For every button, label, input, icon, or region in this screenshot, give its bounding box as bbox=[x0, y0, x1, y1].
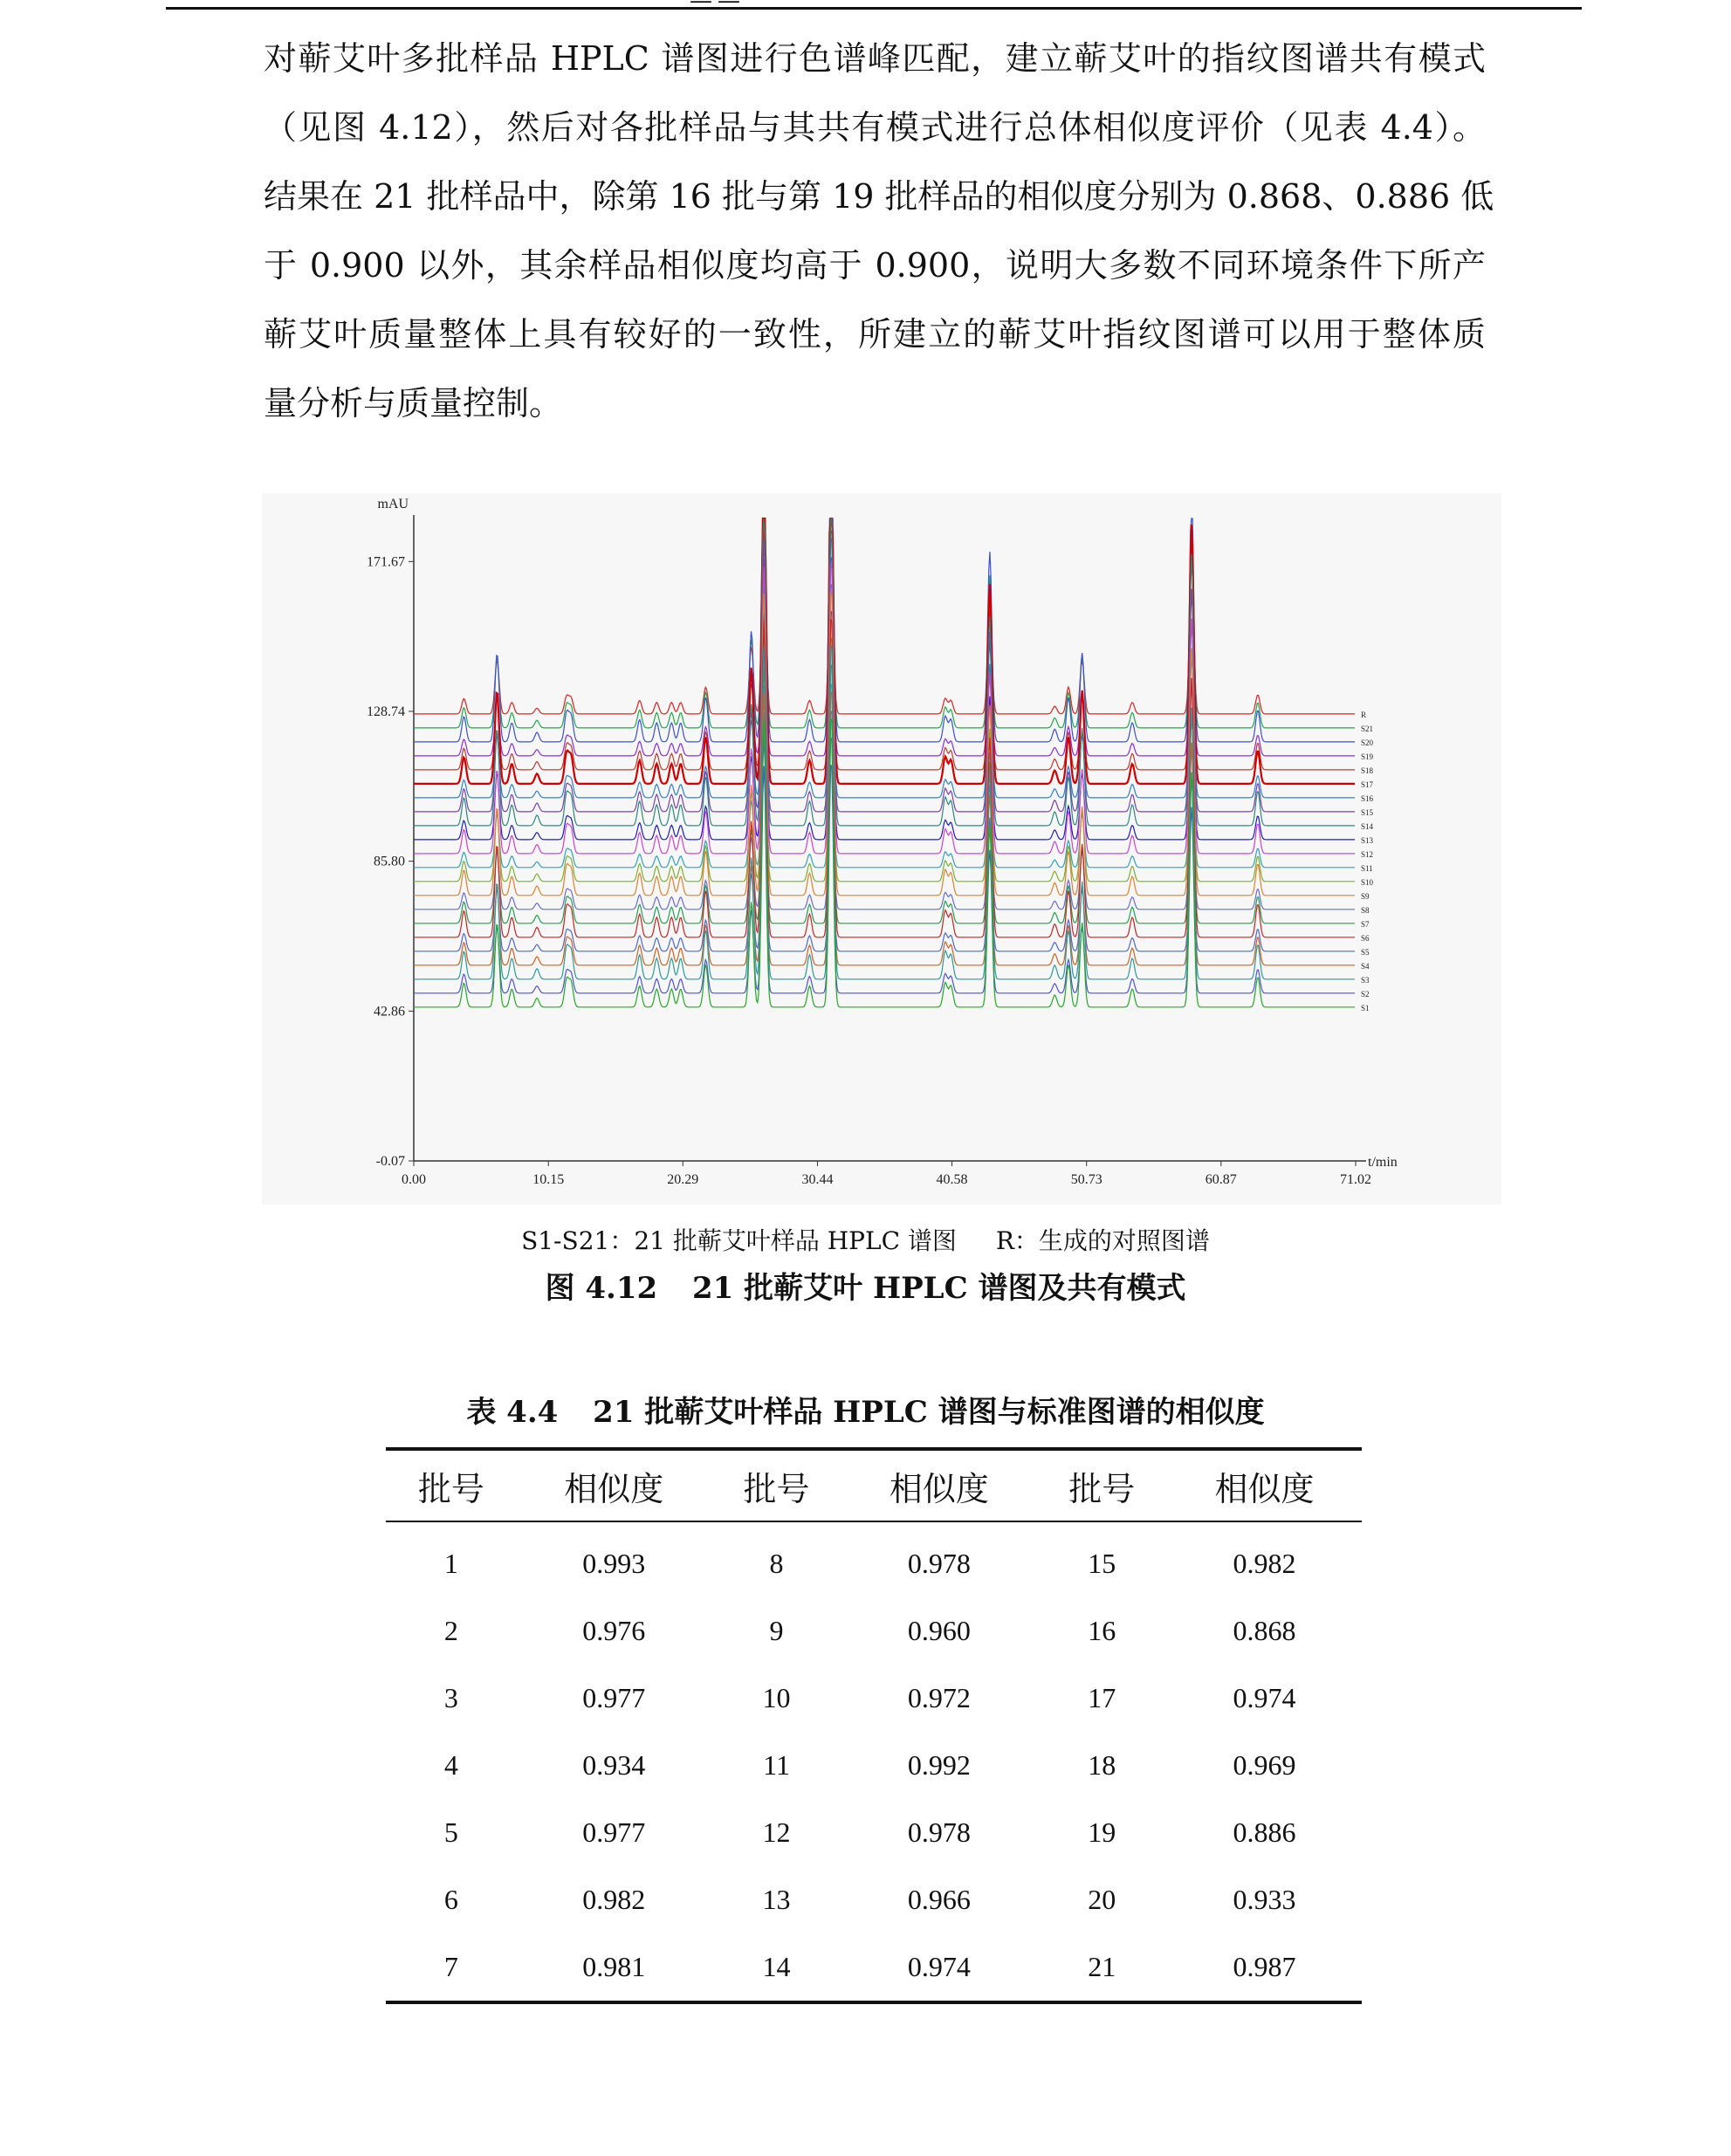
similarity-cell: 0.934 bbox=[582, 1749, 646, 1781]
batch-number-cell: 21 bbox=[1088, 1951, 1116, 1982]
series-trace bbox=[414, 518, 1355, 826]
table-row bbox=[386, 1597, 1362, 1665]
y-tick-label: 171.67 bbox=[367, 554, 405, 570]
similarity-cell: 0.982 bbox=[582, 1884, 646, 1915]
batch-number-cell: 8 bbox=[769, 1548, 784, 1579]
batch-number-cell: 5 bbox=[443, 1816, 458, 1848]
similarity-cell: 0.974 bbox=[1233, 1682, 1296, 1713]
similarity-cell: 0.868 bbox=[1233, 1615, 1296, 1646]
series-label: S1 bbox=[1361, 1003, 1370, 1013]
table-row bbox=[386, 1665, 1362, 1732]
y-tick-label: 128.74 bbox=[367, 704, 405, 719]
batch-number-cell: 13 bbox=[762, 1884, 791, 1915]
series-label: S13 bbox=[1361, 835, 1374, 845]
batch-number-cell: 17 bbox=[1088, 1682, 1116, 1713]
similarity-cell: 0.976 bbox=[582, 1615, 646, 1646]
paragraph-line: 蕲艾叶质量整体上具有较好的一致性，所建立的蕲艾叶指纹图谱可以用于整体质 bbox=[264, 315, 1486, 354]
similarity-cell: 0.969 bbox=[1233, 1749, 1296, 1781]
series-label: R bbox=[1361, 710, 1367, 719]
x-tick-label: 60.87 bbox=[1205, 1172, 1237, 1187]
header-similarity: 相似度 bbox=[1214, 1471, 1315, 1508]
batch-number-cell: 4 bbox=[443, 1749, 458, 1781]
series-trace bbox=[414, 558, 1355, 756]
header-rule bbox=[166, 7, 1582, 10]
batch-number-cell: 18 bbox=[1088, 1749, 1116, 1781]
similarity-cell: 0.933 bbox=[1233, 1884, 1296, 1915]
series-trace bbox=[414, 531, 1355, 714]
series-label: S16 bbox=[1361, 793, 1374, 803]
series-label: S15 bbox=[1361, 807, 1374, 817]
x-tick-label: 0.00 bbox=[402, 1172, 426, 1187]
batch-number-cell: 9 bbox=[769, 1615, 784, 1646]
paragraph-line: 结果在 21 批样品中，除第 16 批与第 19 批样品的相似度分别为 0.868、0.886 低 bbox=[264, 177, 1494, 216]
similarity-cell: 0.886 bbox=[1233, 1816, 1296, 1848]
y-tick-label: 42.86 bbox=[374, 1004, 405, 1020]
similarity-cell: 0.960 bbox=[907, 1615, 971, 1646]
batch-number-cell: 19 bbox=[1088, 1816, 1116, 1848]
similarity-cell: 0.974 bbox=[907, 1951, 971, 1982]
series-label: S12 bbox=[1361, 849, 1374, 859]
table-title: 21 批蕲艾叶样品 HPLC 谱图与标准图谱的相似度 bbox=[593, 1395, 1265, 1430]
table-caption bbox=[0, 1388, 1731, 1431]
series-trace bbox=[414, 665, 1355, 924]
x-tick-label: 50.73 bbox=[1070, 1172, 1102, 1187]
x-tick-label: 30.44 bbox=[801, 1172, 834, 1187]
sub-caption-samples: S1-S21：21 批蕲艾叶样品 HPLC 谱图 bbox=[521, 1226, 957, 1255]
series-trace bbox=[414, 518, 1355, 742]
batch-number-cell: 3 bbox=[443, 1682, 458, 1713]
series-label: S8 bbox=[1361, 905, 1370, 915]
series-trace bbox=[414, 711, 1355, 910]
series-label: S18 bbox=[1361, 766, 1374, 775]
series-label: S20 bbox=[1361, 738, 1374, 747]
x-axis-label: t/min bbox=[1368, 1155, 1398, 1170]
table-row bbox=[386, 1732, 1362, 1799]
table-row bbox=[386, 1866, 1362, 1933]
batch-number-cell: 15 bbox=[1088, 1548, 1116, 1579]
x-tick-label: 71.02 bbox=[1340, 1172, 1371, 1187]
series-label: S19 bbox=[1361, 752, 1374, 761]
series-label: S3 bbox=[1361, 975, 1370, 985]
batch-number-cell: 12 bbox=[762, 1816, 791, 1848]
table-number: 表 4.4 bbox=[466, 1395, 559, 1430]
batch-number-cell: 14 bbox=[762, 1951, 791, 1982]
series-label: S7 bbox=[1361, 919, 1370, 929]
series-trace bbox=[414, 765, 1355, 993]
similarity-cell: 0.982 bbox=[1233, 1548, 1296, 1579]
similarity-table bbox=[386, 1447, 1362, 2004]
series-trace bbox=[414, 518, 1355, 728]
series-trace bbox=[414, 638, 1355, 882]
series-label: S2 bbox=[1361, 989, 1370, 999]
hplc-chromatogram-figure bbox=[262, 493, 1501, 1205]
batch-number-cell: 16 bbox=[1088, 1615, 1116, 1646]
series-trace bbox=[414, 518, 1355, 784]
similarity-cell: 0.977 bbox=[582, 1816, 646, 1848]
series-trace bbox=[414, 646, 1355, 979]
running-header-fragment: —— bbox=[690, 0, 745, 14]
figure-number: 图 4.12 bbox=[545, 1271, 658, 1306]
y-tick-label: -0.07 bbox=[375, 1154, 405, 1169]
header-similarity: 相似度 bbox=[889, 1471, 989, 1508]
similarity-cell: 0.981 bbox=[582, 1951, 646, 1982]
series-trace bbox=[414, 592, 1355, 896]
paragraph-line: 对蕲艾叶多批样品 HPLC 谱图进行色谱峰匹配，建立蕲艾叶的指纹图谱共有模式 bbox=[264, 39, 1486, 78]
series-trace bbox=[414, 584, 1355, 798]
similarity-cell: 0.978 bbox=[907, 1816, 971, 1848]
similarity-cell: 0.978 bbox=[907, 1548, 971, 1579]
series-label: S17 bbox=[1361, 779, 1374, 789]
header-batch: 批号 bbox=[1068, 1471, 1136, 1508]
series-trace bbox=[414, 718, 1355, 1007]
batch-number-cell: 2 bbox=[443, 1615, 458, 1646]
batch-number-cell: 20 bbox=[1088, 1884, 1116, 1915]
series-label: S4 bbox=[1361, 961, 1370, 971]
similarity-cell: 0.972 bbox=[907, 1682, 971, 1713]
paragraph-line: 量分析与质量控制。 bbox=[264, 384, 563, 422]
figure-caption bbox=[0, 1264, 1731, 1307]
header-batch: 批号 bbox=[743, 1471, 810, 1508]
series-label: S10 bbox=[1361, 877, 1374, 887]
batch-number-cell: 6 bbox=[443, 1884, 458, 1915]
series-label: S9 bbox=[1361, 891, 1370, 901]
body-paragraph bbox=[264, 24, 1494, 438]
series-trace bbox=[414, 692, 1355, 965]
series-label: S11 bbox=[1361, 863, 1373, 873]
series-trace bbox=[414, 611, 1355, 840]
similarity-cell: 0.966 bbox=[907, 1884, 971, 1915]
paragraph-line: 于 0.900 以外，其余样品相似度均高于 0.900，说明大多数不同环境条件下所产 bbox=[264, 246, 1486, 285]
batch-number-cell: 1 bbox=[443, 1548, 458, 1579]
similarity-cell: 0.977 bbox=[582, 1682, 646, 1713]
header-similarity: 相似度 bbox=[564, 1471, 664, 1508]
series-label: S6 bbox=[1361, 933, 1370, 943]
similarity-cell: 0.993 bbox=[582, 1548, 646, 1579]
table-body bbox=[386, 1521, 1362, 2002]
series-label: S5 bbox=[1361, 947, 1370, 957]
similarity-cell: 0.992 bbox=[907, 1749, 971, 1781]
y-tick-label: 85.80 bbox=[374, 854, 405, 869]
paragraph-line: （见图 4.12），然后对各批样品与其共有模式进行总体相似度评价（见表 4.4）。 bbox=[264, 108, 1486, 147]
batch-number-cell: 10 bbox=[762, 1682, 791, 1713]
chromatogram-svg bbox=[262, 493, 1501, 1205]
series-label: S21 bbox=[1361, 724, 1374, 733]
table-row bbox=[386, 1933, 1362, 2002]
series-trace bbox=[414, 518, 1355, 770]
series-trace bbox=[414, 539, 1355, 812]
batch-number-cell: 7 bbox=[443, 1951, 458, 1982]
sub-caption-reference: R：生成的对照图谱 bbox=[995, 1226, 1210, 1255]
header-batch: 批号 bbox=[417, 1471, 484, 1508]
series-label: S14 bbox=[1361, 821, 1374, 831]
y-axis-label: mAU bbox=[377, 497, 409, 512]
similarity-cell: 0.987 bbox=[1233, 1951, 1296, 1982]
table-row bbox=[386, 1799, 1362, 1866]
figure-title: 21 批蕲艾叶 HPLC 谱图及共有模式 bbox=[692, 1271, 1186, 1306]
table-row bbox=[386, 1521, 1362, 1597]
x-tick-label: 10.15 bbox=[532, 1172, 565, 1187]
x-tick-label: 20.29 bbox=[667, 1172, 699, 1187]
series-trace bbox=[414, 565, 1355, 854]
table-header-row bbox=[386, 1449, 1362, 1521]
x-tick-label: 40.58 bbox=[936, 1172, 968, 1187]
series-trace bbox=[414, 619, 1355, 937]
figure-sub-caption bbox=[0, 1222, 1731, 1257]
batch-number-cell: 11 bbox=[763, 1749, 790, 1781]
